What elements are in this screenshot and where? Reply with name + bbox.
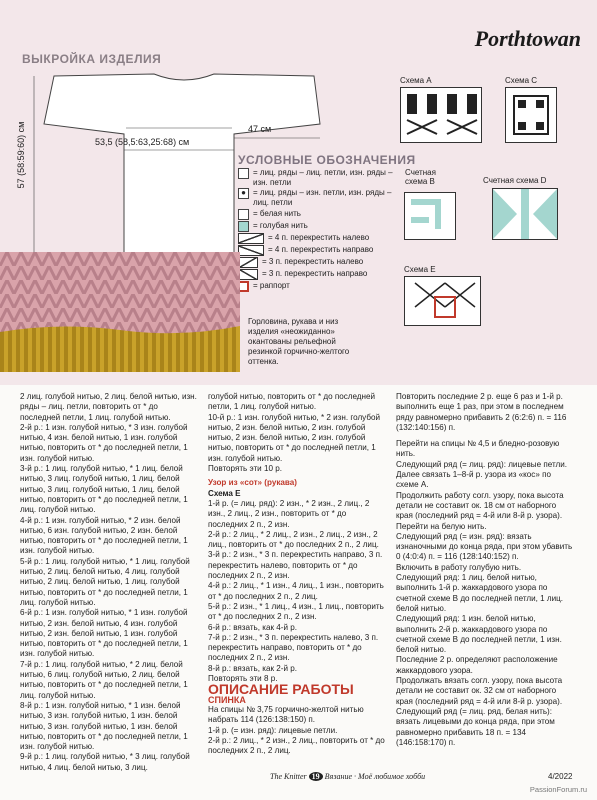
scheme-c-chart <box>505 87 557 143</box>
legend-item: = раппорт <box>238 281 403 292</box>
column-2: голубой нитью, повторить от * до последней петли, 1 лиц. голубой нитью. 10-й р.: 1 изн. голубой нитью, * 2 изн. голубой нитью, 2 изн. белой нитью, 2 изн. голубой нитью, 2 изн. белой нитью, 2 изн. голубой нитью, повторить от * до последней петли, 1 изн. голубой нитью. Повторять эти 10 р. Узор из «сот» (рукава) Схема E 1-й р. (= лиц. ряд): 2 изн., * 2 изн., 2 лиц., 2 изн., 2 лиц., 2 изн., повторить от * до последних 2 п., 2 изн. 2-й р.: 2 лиц., * 2 лиц., 2 изн., 2 лиц., 2 изн., 2 лиц., повторить от * до последних 2 п., 2 лиц. 3-й р.: 2 изн., * 3 п. перекрестить направо, 3 п. перекрестить налево, повторить от * до последних 2 п., 2 изн. 4-й р.: 2 лиц., * 1 изн., 4 лиц., 1 изн., повторить от * до последних 2 п., 2 лиц. 5-й р.: 2 изн., * 1 лиц., 4 изн., 1 лиц., повторить от * до последних 2 п., 2 изн. 6-й р.: вязать, как 4-й р. 7-й р.: 2 изн., * 3 п. перекрестить налево, 3 п. перекрестить направо, повторить от * до последних 2 п., 2 изн. 8-й р.: вязать, как 2-й р. Повторять эти 8 р. ОПИСАНИЕ РАБОТЫ СПИНКА На спицы № 3,75 горчично-желтой нитью набрать 114 (126:138:150) п. 1-й р. (= изн. ряд): лицевые петли. 2-й р.: 2 лиц., * 2 изн., 2 лиц., повторить от * до последних 2 п., 2 лиц. <box>208 392 385 756</box>
legend-item: = 3 п. перекрестить налево <box>238 257 412 268</box>
legend-item: = белая нить <box>238 209 403 220</box>
legend-item: = 4 п. перекрестить налево <box>238 233 418 244</box>
legend-item: = 3 п. перекрестить направо <box>238 269 412 280</box>
brand-title: Porthtowan <box>474 26 581 51</box>
legend-title: УСЛОВНЫЕ ОБОЗНАЧЕНИЯ <box>238 153 416 167</box>
site-watermark: PassionForum.ru <box>529 785 587 794</box>
legend-item: = лиц. ряды – лиц. петли, изн. ряды – изн. петли <box>238 168 403 188</box>
cable-right-3-icon <box>238 269 258 280</box>
cable-right-4-icon <box>238 245 264 256</box>
photo-caption: Горловина, рукава и низ изделия «неожиданно» окантованы рельефной резинкой горчично-желтого оттенка. <box>248 317 350 366</box>
scheme-b-label: Счетная схема В <box>405 168 436 186</box>
pattern-title: ВЫКРОЙКА ИЗДЕЛИЯ <box>22 52 162 66</box>
purl-symbol: ● <box>238 188 249 199</box>
height-label: 57 (58:59:60) см <box>16 121 26 189</box>
knit-photo <box>0 252 240 372</box>
scheme-e-label: Схема Е <box>404 265 436 274</box>
white-yarn-symbol <box>238 209 249 220</box>
knit-symbol <box>238 168 249 179</box>
blue-yarn-symbol <box>238 221 249 232</box>
legend-item: = 4 п. перекрестить направо <box>238 245 418 256</box>
cable-left-4-icon <box>238 233 264 244</box>
scheme-c-label: Схема С <box>505 76 538 85</box>
scheme-a-label: Схема А <box>400 76 432 85</box>
footer-date: 4/2022 <box>548 772 573 781</box>
column-1: 2 лиц. голубой нитью, 2 лиц. белой нитью, изн. ряды – лиц. петли, повторить от * до последней петли, 1 лиц. голубой нитью. 2-й р.: 1 изн. голубой нитью, * 3 изн. голубой нитью, 4 изн. белой нитью, 1 изн. голубой нитью, повторить от * до последней петли, 1 изн. голубой нитью. 3-й р.: 1 лиц. голубой нитью, * 1 лиц. белой нитью, 3 лиц. голубой нитью, 1 лиц. белой нитью, 3 лиц. голубой нитью, 1 лиц. белой нитью, повторить от * до последней петли, 1 лиц. голубой нитью. 4-й р.: 1 изн. голубой нитью, * 2 изн. белой нитью, 6 изн. голубой нитью, 2 изн. белой нитью, повторить от * до последней петли, 1 изн. голубой нитью. 5-й р.: 1 лиц. голубой нитью, * 1 лиц. голубой нитью, 2 лиц. белой нитью, 4 лиц. голубой нитью, 2 лиц. белой нитью, 1 лиц. голубой нитью, повторить от * до последней петли, 1 лиц. голубой нитью. 6-й р.: 1 изн. голубой нитью, * 1 изн. голубой нитью, 2 изн. белой нитью, 4 изн. голубой нитью, 2 изн. белой нитью, 1 изн. голубой нитью, повторить от * до последней петли, 1 изн. голубой нитью. 7-й р.: 1 лиц. голубой нитью, * 2 лиц. белой нитью, 6 лиц. голубой нитью, 2 лиц. белой нитью, повторить от * до последней петли, 1 лиц. голубой нитью. 8-й р.: 1 изн. голубой нитью, * 1 изн. белой нитью, 3 изн. голубой нитью, 1 изн. белой нитью, 3 изн. голубой нитью, 1 изн. белой нитью, повторить от * до последней петли, 1 изн. голубой нитью. 9-й р.: 1 лиц. голубой нитью, * 3 лиц. голубой нитью, 4 лиц. белой нитью, 3 лиц. <box>20 392 197 772</box>
page-number: 19 <box>309 772 323 781</box>
legend-item: = голубая нить <box>238 221 403 232</box>
scheme-d-label: Счетная схема D <box>483 176 547 185</box>
cable-left-3-icon <box>238 257 258 268</box>
scheme-d-chart <box>492 188 558 240</box>
column-3: Повторить последние 2 р. еще 6 раз и 1-й р. выполнить еще 1 раз, при этом в последнем ряду равномерно прибавить 2 (6:2:6) п. = 116 (132:140:156) п. Перейти на спицы № 4,5 и бледно-розовую нить. Следующий ряд (= лиц. ряд): лицевые петли. Далее связать 1–8-й р. узора из «кос» по схеме A. Продолжить работу согл. узору, пока высота детали не составит ок. 18 см от наборного края (последний ряд = 4-й или 8-й р. узора). Перейти на белую нить. Следующий ряд (= изн. ряд): вязать изнаночными до конца ряда, при этом убавить 0 (4:0:4) п. = 116 (128:140:152) п. Включить в работу голубую нить. Следующий ряд: 1 лиц. белой нитью, выполнить 1-й р. жаккардового узора по счетной схеме B до последней петли, 1 лиц. белой нитью. Следующий ряд: 1 изн. белой нитью, выполнить 2-й р. жаккардового узора по счетной схеме B до последней петли, 1 изн. белой нитью. Последние 2 р. определяют расположение жаккардового узора. Продолжать вязать согл. узору, пока высота детали не составит ок. 32 см от наборного края (последний ряд = 4-й или 8-й р. узора). Следующий ряд (= лиц. ряд, белая нить): вязать лицевыми до конца ряда, при этом равномерно прибавить 18 п. = 134 (146:158:170) п. <box>396 392 573 747</box>
footer-magazine: The Knitter 19 Вязание · Моё любимое хобби <box>270 772 426 781</box>
scheme-e-chart <box>404 276 481 326</box>
legend-item: ● = лиц. ряды – изн. петли, изн. ряды – лиц. петли <box>238 188 403 208</box>
scheme-b-chart <box>404 192 456 240</box>
length-label: 53,5 (58,5:63,25:68) см <box>95 137 190 147</box>
scheme-a-chart <box>400 87 482 143</box>
page-footer <box>0 772 597 786</box>
chest-label: 47 см <box>248 124 272 134</box>
